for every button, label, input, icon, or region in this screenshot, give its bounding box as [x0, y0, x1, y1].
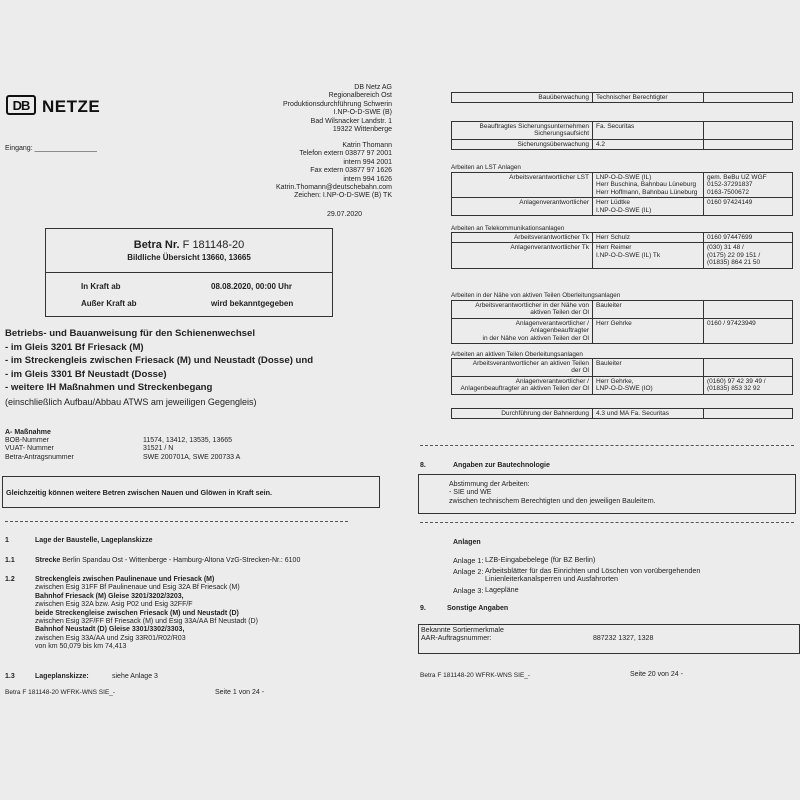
footer-ref-right: Betra F 181148-20 WFRK-WNS SIE_-: [420, 672, 531, 679]
sec13-num: 1.3: [5, 673, 15, 680]
row-value: Bauleiter: [593, 301, 704, 319]
sec12-line: zwischen Esig 32A bzw. Asig P02 und Esig 32FF/F: [35, 601, 193, 609]
contact-line: intern 994 2001: [343, 158, 392, 166]
sec1-num: 1: [5, 537, 9, 544]
table-ol-near: [451, 300, 793, 344]
massnahme-value: 31521 / N: [143, 445, 174, 453]
table-row: [452, 139, 793, 149]
sender-line: Regionalbereich Ost: [328, 92, 392, 100]
row-extra: 0160 / 97423949: [704, 318, 793, 343]
main-heading: [5, 327, 313, 395]
massnahme-label: Betra-Antragsnummer: [5, 453, 74, 461]
sec11-text: [35, 557, 300, 565]
sec12-line: beide Streckengleise zwischen Friesack (M) und Neustadt (D): [35, 609, 239, 617]
row-value: Technischer Berechtigter: [593, 93, 704, 103]
sender-line: DB Netz AG: [354, 84, 392, 91]
massnahme-value: 11574, 13412, 13535, 13665: [143, 437, 233, 444]
tk-title: Arbeiten an Telekommunikationsanlagen: [451, 225, 565, 232]
betra-divider: [46, 272, 332, 273]
heading-line: - weitere IH Maßnahmen und Streckenbegang: [5, 382, 213, 393]
divider-right-2: [420, 522, 794, 523]
sender-line: Produktionsdurchführung Schwerin: [283, 100, 392, 108]
row-extra: (030) 31 48 / (0175) 22 09 151 / (01835) 864 21 50: [704, 243, 793, 268]
footer-page-right: Seite 20 von 24 -: [630, 671, 683, 678]
row-value: Herr Gehrke, LNP-O-D-SWE (IO): [593, 376, 704, 394]
sec11-num: 1.1: [5, 557, 15, 564]
sonstige-label: AAR-Auftragsnummer:: [421, 635, 492, 642]
table-row: [452, 198, 793, 216]
sec13-value: siehe Anlage 3: [112, 673, 158, 680]
sec8-title: Angaben zur Bautechnologie: [453, 462, 550, 469]
sec12-line: Bahnhof Friesack (M) Gleise 3201/3202/3203,: [35, 592, 184, 600]
ausser-kraft-label: Außer Kraft ab: [81, 299, 137, 308]
massnahme-label: VUAT- Nummer: [5, 445, 54, 453]
db-logo-text: DB: [12, 97, 30, 113]
table-row: [452, 301, 793, 319]
table-row: [452, 93, 793, 103]
sec12-line: zwischen Esig 33A/AA und Zsig 33R01/R02/R03: [35, 634, 186, 642]
table-row: [452, 376, 793, 394]
ol-near-title: Arbeiten in der Nähe von aktiven Teilen Oberleitungsanlagen: [451, 292, 621, 299]
contact-line: Katrin Thomann: [342, 142, 392, 149]
sonstige-line1: Bekannte Sortiermerkmale: [421, 627, 504, 634]
row-extra: [704, 93, 793, 103]
row-label: Sicherungsüberwachung: [452, 139, 593, 149]
sender-line: I.NP-O-D-SWE (B): [333, 109, 392, 117]
sender-line: Bad Wilsnacker Landstr. 1: [310, 117, 392, 125]
row-extra: 0160 97424149: [704, 198, 793, 216]
anlage-label: Anlage 1:: [453, 556, 484, 565]
heading-line: - im Streckengleis zwischen Friesack (M) und Neustadt (Dosse) und: [5, 355, 314, 366]
row-label: Beauftragtes Sicherungsunternehmen Sicherungsaufsicht: [452, 122, 593, 140]
row-value: Fa. Securitas: [593, 122, 704, 140]
table-bauueberwachung: [451, 92, 793, 103]
sec11-value: Berlin Spandau Ost - Wittenberge - Hamburg-Altona VzG-Strecken-Nr.: 6100: [60, 557, 301, 564]
heading-line: Betriebs- und Bauanweisung für den Schienenwechsel: [5, 328, 256, 339]
table-lst: [451, 172, 793, 216]
sender-line: 19322 Wittenberge: [332, 126, 392, 134]
sec8-line: zwischen technischem Berechtigten und den jeweiligen Bauleitern.: [449, 497, 656, 505]
sec1-title: Lage der Baustelle, Lageplanskizze: [35, 537, 153, 544]
anlage-row: [453, 586, 700, 595]
betra-box: [45, 228, 333, 317]
sonstige-value: 887232 1327, 1328: [593, 635, 654, 642]
anlage-row: [453, 567, 700, 584]
sec12-line: Bahnhof Neustadt (D) Gleise 3301/3302/3303,: [35, 626, 185, 634]
betra-number: F 181148-20: [179, 239, 245, 251]
sec9-num: 9.: [420, 605, 426, 612]
sec12-line: Streckengleis zwischen Paulinenaue und Friesack (M): [35, 576, 215, 583]
netze-logo-text: NETZE: [42, 97, 101, 116]
row-value: 4.2: [593, 139, 704, 149]
row-extra: gem. BeBu UZ WGF 0152-37291837 0163-7500672: [704, 173, 793, 198]
anlage-label: Anlage 3:: [453, 585, 484, 595]
sec12-lines: [35, 576, 258, 652]
footer-page-left: Seite 1 von 24 -: [215, 689, 265, 696]
massnahme-title: A- Maßnahme: [5, 429, 51, 436]
row-extra: [704, 359, 793, 377]
row-label: Bauüberwachung: [452, 93, 593, 103]
contact-line: intern 994 1626: [343, 175, 392, 183]
table-row: [452, 359, 793, 377]
anlage-text: LZB-Eingabebelege (für BZ Berlin): [485, 555, 596, 564]
betra-label: Betra Nr.: [133, 239, 180, 251]
lst-title: Arbeiten an LST Anlagen: [451, 164, 521, 171]
sec8-line: Abstimmung der Arbeiten:: [449, 481, 530, 488]
contact-line: Telefon extern 03877 97 2001: [299, 150, 392, 158]
row-label: Arbeitsverantwortlicher an aktiven Teilen der Ol: [452, 359, 593, 377]
row-extra: [704, 301, 793, 319]
betra-overview: Bildliche Übersicht 13660, 13665: [127, 253, 251, 262]
db-logo: [6, 95, 36, 115]
table-row: [452, 243, 793, 268]
anlagen-list: [453, 556, 700, 596]
anlagen-title: Anlagen: [453, 539, 481, 546]
row-extra: [704, 122, 793, 140]
row-value: LNP-O-D-SWE (IL) Herr Buschina, Bahnbau Lüneburg Herr Hoffmann, Bahnbau Lüneburg: [593, 173, 704, 198]
in-kraft-label: In Kraft ab: [81, 282, 121, 291]
anlage-label: Anlage 2:: [453, 566, 484, 576]
table-sicherung: [451, 121, 793, 150]
sec11-label: Strecke: [35, 557, 61, 564]
table-bahnerdung: [451, 408, 793, 419]
sec12-num: 1.2: [5, 576, 15, 583]
row-value: Herr Lüdtke I.NP-O-D-SWE (IL): [593, 198, 704, 216]
row-label: Anlagenverantwortlicher / Anlagenbeauftragter in der Nähe von aktiven Teilen der Ol: [452, 318, 593, 343]
row-label: Anlagenverantwortlicher Tk: [452, 243, 593, 268]
contact-line: Katrin.Thomann@deutschebahn.com: [275, 184, 392, 192]
sender-block: [283, 84, 392, 134]
sec12-line: zwischen Esig 32F/FF Bf Friesack (M) und Esig 33A/AA Bf Neustadt (D): [35, 618, 258, 626]
letter-date: 29.07.2020: [327, 211, 363, 218]
row-value: Herr Schulz: [593, 233, 704, 243]
sonstige-box: [418, 624, 800, 654]
contact-line: Zeichen: I.NP-O-D-SWE (B) TK: [294, 192, 392, 200]
row-value: Bauleiter: [593, 359, 704, 377]
gleichzeitig-text: Gleichzeitig können weitere Betren zwischen Nauen und Glöwen in Kraft sein.: [6, 488, 272, 497]
sec12-line: zwischen Esig 31FF Bf Paulinenaue und Esig 32A Bf Friesack (M): [35, 584, 240, 592]
contact-line: Fax extern 03877 97 1626: [310, 167, 392, 175]
table-row: [452, 233, 793, 243]
row-label: Arbeitsverantwortlicher Tk: [452, 233, 593, 243]
row-extra: 0160 97447699: [704, 233, 793, 243]
anlage-text: Arbeitsblätter für das Einrichten und Löschen von vorübergehenden Linienleiterkanalsperren und Ausfahrorten: [485, 565, 701, 584]
row-value: 4.3 und MA Fa. Securitas: [593, 409, 704, 419]
sec8-line: - SIE und WE: [449, 489, 492, 497]
sec9-title: Sonstige Angaben: [447, 605, 509, 612]
ol-active-title: Arbeiten an aktiven Teilen Oberleitungsanlagen: [451, 351, 583, 358]
table-row: [452, 409, 793, 419]
row-label: Arbeitsverantwortlicher in der Nähe von aktiven Teilen der Ol: [452, 301, 593, 319]
sec8-box: [418, 474, 796, 514]
heading-note: (einschließlich Aufbau/Abbau ATWS am jeweiligen Gegengleis): [5, 397, 257, 407]
divider-right-1: [420, 445, 794, 446]
anlage-text: Lagepläne: [485, 584, 519, 594]
heading-line: - im Gleis 3201 Bf Friesack (M): [5, 341, 144, 353]
anlage-row: [453, 556, 700, 565]
row-label: Anlagenverantwortlicher / Anlagenbeauftragter an aktiven Teilen der Ol: [452, 376, 593, 394]
row-extra: [704, 139, 793, 149]
sec13-label: Lageplanskizze:: [35, 673, 89, 680]
sec8-num: 8.: [420, 462, 426, 469]
row-value: Herr Reimer I.NP-O-D-SWE (IL) Tk: [593, 243, 704, 268]
gleichzeitig-box: [2, 476, 380, 508]
massnahme-label: BOB-Nummer: [5, 437, 49, 444]
row-label: Anlagenverantwortlicher: [452, 198, 593, 216]
row-label: Arbeitsverantwortlicher LST: [452, 173, 593, 198]
in-kraft-value: 08.08.2020, 00:00 Uhr: [211, 282, 292, 291]
massnahme-value: SWE 200701A, SWE 200733 A: [143, 453, 241, 461]
table-row: [452, 122, 793, 140]
row-extra: (0160) 97 42 39 49 / (01835) 853 32 92: [704, 376, 793, 394]
row-extra: [704, 409, 793, 419]
sec8-lines: [449, 481, 656, 506]
table-row: [452, 173, 793, 198]
footer-ref-left: Betra F 181148-20 WFRK-WNS SIE_-: [5, 689, 116, 696]
table-row: [452, 318, 793, 343]
ausser-kraft-value: wird bekanntgegeben: [211, 299, 294, 308]
row-label: Durchführung der Bahnerdung: [452, 409, 593, 419]
betra-title: [46, 239, 332, 251]
divider-left: [5, 521, 348, 522]
table-ol-active: [451, 358, 793, 395]
row-value: Herr Gehrke: [593, 318, 704, 343]
heading-line: - im Gleis 3301 Bf Neustadt (Dosse): [5, 368, 167, 380]
sec12-line: von km 50,079 bis km 74,413: [35, 643, 127, 651]
contact-block: [276, 142, 392, 201]
eingang-field[interactable]: Eingang: ________________: [5, 145, 97, 152]
table-tk: [451, 232, 793, 269]
